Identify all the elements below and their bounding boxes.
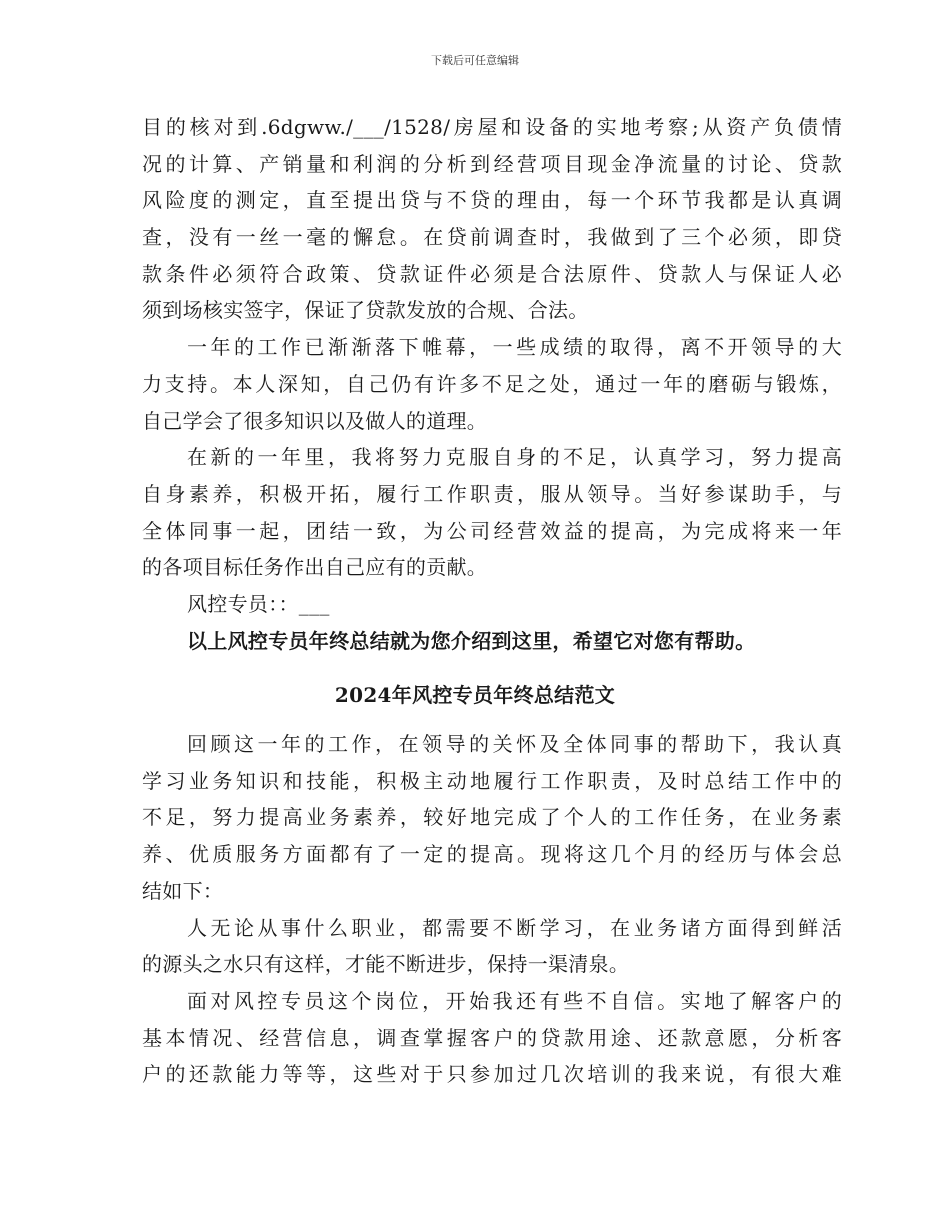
paragraph-line: 目的核对到.6dgww./___/1528/房屋和设备的实地考察;从资产负债情 [142,115,842,139]
paragraph-line: 查，没有一丝一毫的懈怠。在贷前调查时，我做到了三个必须，即贷 [142,225,842,249]
paragraph-line: 面对风控专员这个岗位，开始我还有些不自信。实地了解客户的 [187,989,842,1013]
paragraph-line: 养、优质服务方面都有了一定的提高。现将这几个月的经历与体会总 [142,842,842,866]
paragraph-line: 学习业务知识和技能，积极主动地履行工作职责，及时总结工作中的 [142,769,842,793]
paragraph-line: 在新的一年里，我将努力克服自身的不足，认真学习，努力提高 [187,445,842,469]
paragraph-line: 一年的工作已渐渐落下帷幕，一些成绩的取得，离不开领导的大 [187,335,842,359]
paragraph-line: 人无论从事什么职业，都需要不断学习，在业务诸方面得到鲜活 [187,916,842,940]
paragraph-line: 的源头之水只有这样，才能不断进步，保持一渠清泉。 [142,952,630,976]
paragraph-line: 风险度的测定，直至提出贷与不贷的理由，每一个环节我都是认真调 [142,188,842,212]
paragraph-line: 自身素养，积极开拓，履行工作职责，服从领导。当好参谋助手，与 [142,482,842,506]
closing-note: 以上风控专员年终总结就为您介绍到这里，希望它对您有帮助。 [187,629,756,653]
paragraph-line: 自己学会了很多知识以及做人的道理。 [142,409,488,433]
section-title: 2024年风控专员年终总结范文 [334,683,616,707]
paragraph-line: 的各项目标任务作出自己应有的贡献。 [142,555,488,579]
paragraph-line: 基本情况、经营信息，调查掌握客户的贷款用途、还款意愿，分析客 [142,1026,842,1050]
paragraph-line: 力支持。本人深知，自己仍有许多不足之处，通过一年的磨砺与锻炼， [142,372,842,396]
paragraph-line: 户的还款能力等等，这些对于只参加过几次培训的我来说，有很大难 [142,1062,842,1086]
signature-line: 风控专员：：___ [187,592,330,616]
page-header-note: 下载后可任意编辑 [431,54,519,67]
paragraph-line: 回顾这一年的工作，在领导的关怀及全体同事的帮助下，我认真 [187,732,842,756]
paragraph-line: 全体同事一起，团结一致，为公司经营效益的提高，为完成将来一年 [142,519,842,543]
paragraph-line: 款条件必须符合政策、贷款证件必须是合法原件、贷款人与保证人必 [142,262,842,286]
paragraph-line: 须到场核实签字，保证了贷款发放的合规、合法。 [142,298,589,322]
paragraph-line: 况的计算、产销量和利润的分析到经营项目现金净流量的讨论、贷款 [142,152,842,176]
paragraph-line: 不足，努力提高业务素养，较好地完成了个人的工作任务，在业务素 [142,805,842,829]
paragraph-line: 结如下： [142,879,224,903]
